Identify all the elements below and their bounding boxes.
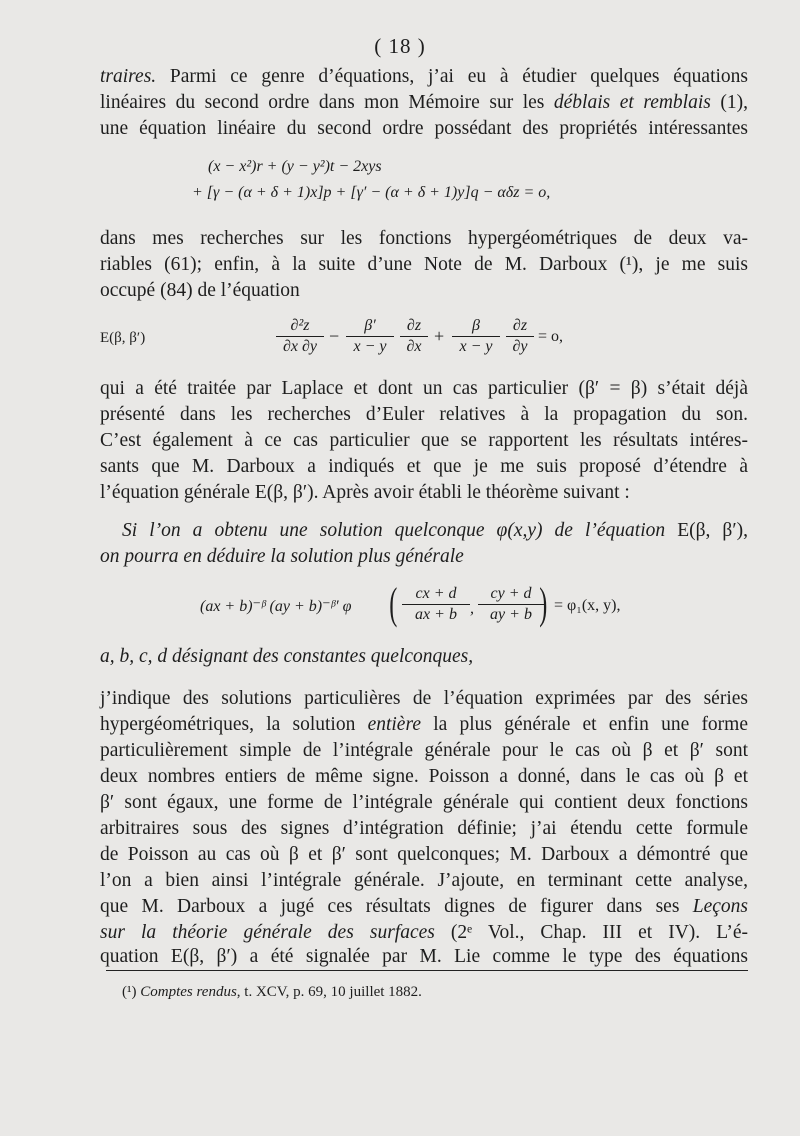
text-span: Parmi ce genre d’équations, j’ai eu à étudier quelques équations	[156, 66, 748, 87]
denominator: ∂x ∂y	[282, 338, 317, 355]
italic-text: entière	[367, 714, 421, 735]
fraction	[506, 316, 534, 357]
numerator: cx + d	[402, 584, 470, 605]
denominator: ∂y	[512, 338, 528, 355]
text-line: qui a été traitée par Laplace et dont un cas particulier (β′ = β) s’était déjà	[100, 378, 748, 399]
numerator: β′	[346, 316, 394, 337]
denominator: x − y	[459, 338, 493, 355]
numerator: ∂z	[506, 316, 534, 337]
comma: ,	[470, 600, 474, 617]
footnote-mark: (¹)	[122, 984, 141, 1000]
text-line: quation E(β, β′) a été signalée par M. Lie comme le type des équations	[100, 946, 748, 967]
text-span: que M. Darboux a jugé ces résultats dignes de figurer dans ses	[100, 896, 693, 917]
text-span: la plus générale et enfin une forme	[420, 714, 749, 735]
text-line: une équation linéaire du second ordre possédant des propriétés intéressantes	[100, 118, 748, 139]
equation-label: E(β, β′)	[100, 330, 146, 346]
text-line: j’indique des solutions particulières de l’équation exprimées par des séries	[100, 688, 748, 709]
text-line: dans mes recherches sur les fonctions hypergéométriques de deux va-	[100, 228, 748, 249]
text-span: linéaires du second ordre dans mon Mémoire sur les	[100, 92, 554, 113]
operator: +	[434, 326, 445, 346]
right-paren: )	[539, 579, 548, 628]
text-line	[100, 64, 748, 90]
operator: −	[329, 326, 340, 346]
left-paren: (	[389, 579, 398, 628]
text-line	[100, 894, 748, 920]
text-line: β′ sont égaux, une forme de l’intégrale générale qui contient deux fonctions	[100, 792, 748, 813]
denominator: ax + b	[415, 606, 457, 623]
fraction	[478, 584, 544, 625]
text-line	[100, 920, 748, 946]
italic-text: déblais et remblais	[553, 92, 711, 113]
denominator: ay + b	[490, 606, 532, 623]
equation-rhs: = o,	[538, 328, 564, 345]
text-line: présenté dans les recherches d’Euler relatives à la propagation du son.	[100, 404, 748, 425]
fraction	[402, 584, 470, 625]
equation-left: (ax + b)⁻ᵝ (ay + b)⁻ᵝ′ φ	[200, 598, 352, 615]
denominator: ∂x	[406, 338, 422, 355]
text-line	[100, 712, 748, 738]
text-span: (1),	[710, 92, 748, 113]
fraction	[452, 316, 500, 357]
equation-rhs: = φ₁(x, y),	[554, 597, 621, 614]
numerator: ∂²z	[276, 316, 324, 337]
text-line: l’équation générale E(β, β′). Après avoir établi le théorème suivant :	[100, 482, 630, 503]
text-line: occupé (84) de l’équation	[100, 280, 300, 301]
theorem-line	[122, 518, 748, 544]
italic-text: sur la théorie générale des surfaces	[100, 922, 435, 943]
fraction	[276, 316, 324, 357]
text-line: sants que M. Darboux a indiqués et que je me suis proposé d’étendre à	[100, 456, 748, 477]
text-span: (2ᵉ Vol., Chap. III et IV). L’é-	[434, 922, 748, 943]
text-line: l’on a bien ainsi l’intégrale générale. J’ajoute, en terminant cette analyse,	[100, 870, 748, 891]
text-line: C’est également à ce cas particulier que se rapportent les résultats intéres-	[100, 430, 748, 451]
text-line: arbitraires sous des signes d’intégration définie; j’ai étendu cette formule	[100, 818, 748, 839]
numerator: ∂z	[400, 316, 428, 337]
italic-text: traires.	[100, 66, 157, 87]
text-line: particulièrement simple de l’intégrale générale pour le cas où β et β′ sont	[100, 740, 748, 761]
page-number: ( 18 )	[374, 34, 426, 58]
denominator: x − y	[353, 338, 387, 355]
text-span: hypergéométriques, la solution	[100, 714, 368, 735]
footnote-journal: Comptes rendus	[140, 984, 237, 1000]
text-line: de Poisson au cas où β et β′ sont quelconques; M. Darboux a démontré que	[100, 844, 748, 865]
text-line: riables (61); enfin, à la suite d’une Note de M. Darboux (¹), je me suis	[100, 254, 748, 275]
numerator: β	[452, 316, 500, 337]
equation-line: (x − x²)r + (y − y²)t − 2xys	[208, 158, 382, 175]
fraction	[400, 316, 428, 357]
numerator: cy + d	[478, 584, 544, 605]
text-span: E(β, β′),	[677, 520, 748, 541]
theorem-line: on pourra en déduire la solution plus générale	[100, 546, 464, 567]
italic-text: Leçons	[692, 896, 748, 917]
constants-line: a, b, c, d désignant des constantes quelconques,	[100, 646, 474, 667]
text-line	[100, 90, 748, 116]
footnote	[122, 984, 422, 1001]
footnote-rule	[106, 970, 748, 971]
equation-line: + [γ − (α + δ + 1)x]p + [γ′ − (α + δ + 1)y]q − αδz = o,	[192, 184, 551, 201]
italic-text: Si l’on a obtenu une solution quelconque φ(x,y) de l’équation	[122, 520, 678, 541]
footnote-text: , t. XCV, p. 69, 10 juillet 1882.	[236, 984, 422, 1000]
text-line: deux nombres entiers de même signe. Poisson a donné, dans le cas où β et	[100, 766, 748, 787]
fraction	[346, 316, 394, 357]
